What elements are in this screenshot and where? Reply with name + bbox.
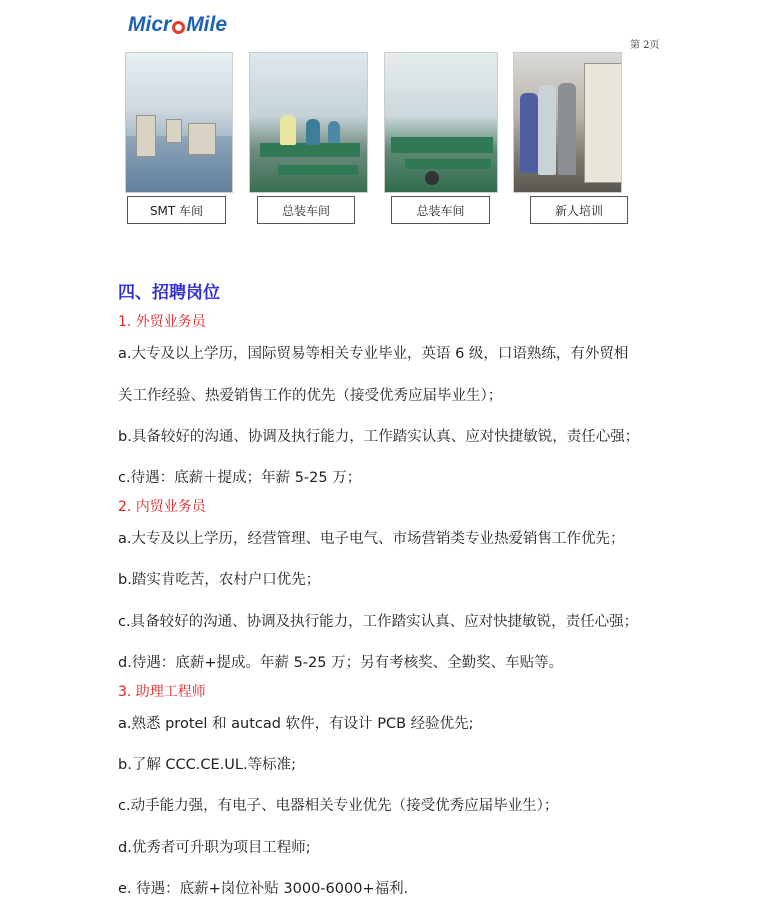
section-heading: 四、招聘岗位: [118, 283, 220, 303]
worker-shape: [306, 119, 320, 145]
job-requirement: b.具备较好的沟通、协调及执行能力，工作踏实认真、应对快捷敏锐，责任心强；: [118, 429, 640, 445]
trainee-shape: [558, 83, 576, 175]
machine-shape: [584, 63, 622, 183]
photo-caption: 新人培训: [530, 196, 628, 224]
bench-shape: [391, 137, 493, 153]
bench-shape: [405, 159, 491, 169]
photo-assembly-workshop-1: [249, 52, 368, 193]
machine-shape: [188, 123, 216, 155]
page-number: 第 2页: [630, 40, 660, 51]
job-title: 1. 外贸业务员: [118, 314, 206, 330]
bench-shape: [260, 143, 360, 157]
photo-smt-workshop: [125, 52, 233, 193]
photo-caption: 总装车间: [257, 196, 355, 224]
job-requirement: a.大专及以上学历，国际贸易等相关专业毕业，英语 6 级，口语熟练，有外贸相: [118, 346, 629, 362]
job-requirement: b.了解 CCC.CE.UL.等标准;: [118, 757, 296, 773]
job-requirement: b.踏实肯吃苦，农村户口优先；: [118, 572, 321, 588]
bench-shape: [278, 165, 358, 175]
job-requirement: a.熟悉 protel 和 autcad 软件，有设计 PCB 经验优先;: [118, 716, 474, 732]
trainee-shape: [520, 93, 538, 173]
job-requirement: c.动手能力强，有电子、电器相关专业优先（接受优秀应届毕业生）；: [118, 798, 559, 814]
job-salary: d.待遇：底薪+提成。年薪 5-25 万；另有考核奖、全勤奖、车贴等。: [118, 655, 564, 671]
logo-o-icon: [172, 21, 185, 34]
job-requirement: a.大专及以上学历，经营管理、电子电气、市场营销类专业热爱销售工作优先；: [118, 531, 625, 547]
logo-text-part1: Micr: [128, 13, 172, 36]
job-salary: e. 待遇：底薪+岗位补贴 3000-6000+福利.: [118, 881, 409, 897]
stool-shape: [425, 171, 439, 185]
worker-shape: [280, 115, 296, 145]
job-title: 2. 内贸业务员: [118, 499, 206, 515]
photo-assembly-workshop-2: [384, 52, 498, 193]
photo-new-staff-training: [513, 52, 622, 193]
job-requirement: d.优秀者可升职为项目工程师;: [118, 840, 311, 856]
machine-shape: [166, 119, 182, 143]
company-logo: [128, 12, 227, 38]
logo-text-part2: Mile: [186, 13, 228, 36]
trainee-shape: [538, 85, 556, 175]
job-title: 3. 助理工程师: [118, 684, 206, 700]
photo-caption: SMT 车间: [127, 196, 226, 224]
job-salary: c.待遇：底薪＋提成；年薪 5-25 万；: [118, 470, 362, 486]
job-requirement: c.具备较好的沟通、协调及执行能力，工作踏实认真、应对快捷敏锐，责任心强；: [118, 614, 639, 630]
machine-shape: [136, 115, 156, 157]
worker-shape: [328, 121, 340, 143]
photo-caption: 总装车间: [391, 196, 490, 224]
job-requirement: 关工作经验、热爱销售工作的优先（接受优秀应届毕业生）；: [118, 388, 503, 404]
